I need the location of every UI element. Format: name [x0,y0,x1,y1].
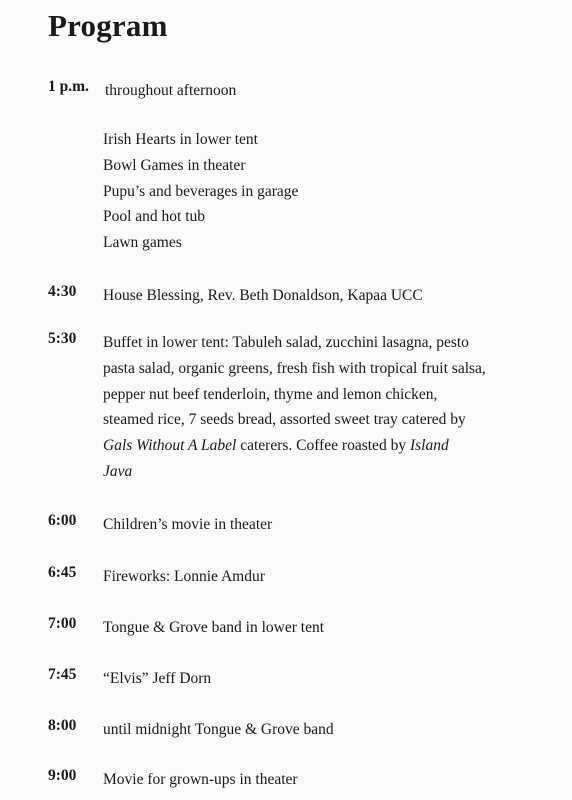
activity-item: Lawn games [103,234,182,252]
caterer-name: Gals Without A Label [103,437,237,455]
buffet-line: pasta salad, organic greens, fresh fish with tropical fruit salsa, [103,359,486,377]
schedule-time: 7:00 [48,615,77,632]
schedule-time: 4:30 [48,283,77,300]
schedule-time: 5:30 [48,330,77,347]
buffet-line [103,433,565,459]
activity-item: Pupu’s and beverages in garage [103,182,299,200]
schedule-text: Movie for grown-ups in theater [103,771,298,788]
intro-time: 1 p.m. [48,78,89,95]
schedule-time: 8:00 [48,717,77,734]
buffet-line: pepper nut beef tenderloin, thyme and lemon chicken, [103,385,438,403]
schedule-time: 9:00 [48,767,77,784]
schedule-time: 6:45 [48,564,77,581]
buffet-line: Java [103,462,133,480]
schedule-text: House Blessing, Rev. Beth Donaldson, Kapaa UCC [103,287,423,304]
schedule-text: until midnight Tongue & Grove band [103,721,334,738]
activity-item: Bowl Games in theater [103,156,246,174]
activity-item: Irish Hearts in lower tent [103,131,258,148]
schedule-text: Fireworks: Lonnie Amdur [103,568,265,585]
schedule-time: 6:00 [48,512,77,529]
schedule-text: “Elvis” Jeff Dorn [103,670,212,687]
schedule-text: Children’s movie in theater [103,516,273,533]
intro-text: throughout afternoon [105,82,237,99]
coffee-name: Island [409,437,449,455]
activity-item: Pool and hot tub [103,208,206,226]
buffet-line: Buffet in lower tent: Tabuleh salad, zucchini lasagna, pesto [103,334,469,351]
activity-list [103,127,298,256]
schedule-text: Tongue & Grove band in lower tent [103,619,325,636]
buffet-line: steamed rice, 7 seeds bread, assorted sweet tray catered by [103,411,466,429]
page-title: Program [48,8,168,43]
schedule-time: 7:45 [48,666,77,683]
caterer-suffix: caterers. Coffee roasted by [236,437,410,455]
buffet-description [103,330,565,485]
